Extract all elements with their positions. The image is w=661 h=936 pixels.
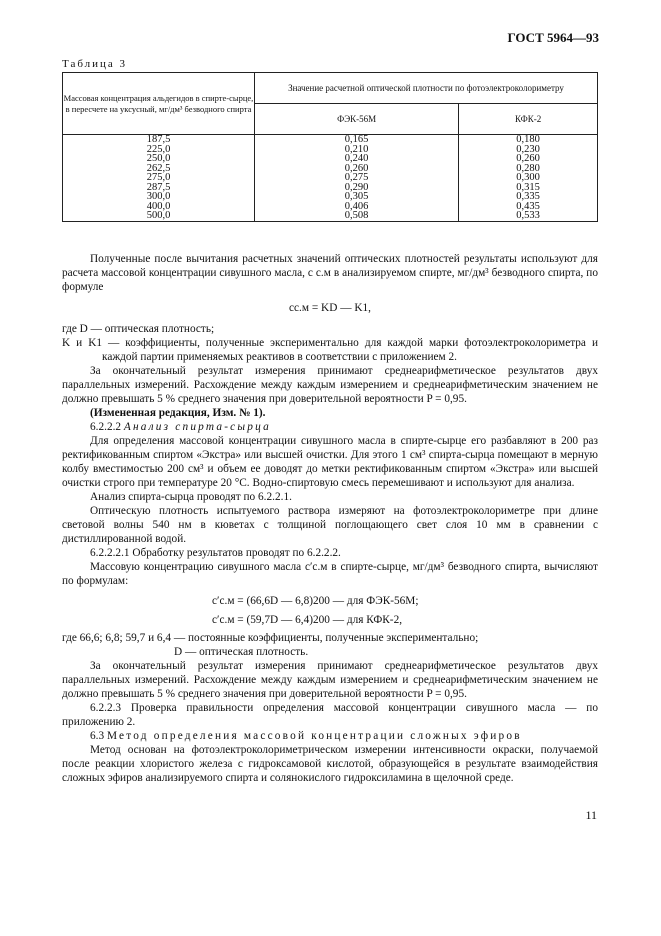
table-cell: 0,275 — [344, 172, 369, 183]
table-cell: 0,335 — [516, 191, 540, 202]
table-cell: 287,5 — [146, 181, 171, 193]
table-cell: 0,300 — [516, 172, 540, 183]
table-cell: 0,210 — [344, 143, 369, 155]
paragraph: Анализ спирта-сырца проводят по 6.2.2.1. — [90, 491, 292, 503]
group-header: Значение расчетной оптической плотности по фотоэлектроколориметру — [255, 73, 598, 104]
table-cell: 500,0 — [146, 210, 171, 221]
table-cell: 0,406 — [344, 200, 369, 212]
subheader-fek: ФЭК-56М — [255, 104, 459, 135]
table-cell: 0,533 — [516, 210, 540, 221]
table-cell: 0,180 — [516, 134, 540, 145]
definition: D — оптическая плотность. — [174, 646, 309, 658]
formula: c′с.м = (66,6D — 6,8)200 — для ФЭК-56М; — [212, 595, 419, 607]
paragraph: Массовую концентрацию сивушного масла c′с.м в спирте-сырце, мг/дм³ безводного спирта, вычисляют по формулам: — [62, 561, 598, 587]
section-heading — [62, 729, 598, 743]
table-cell: 275,0 — [146, 172, 171, 183]
table-caption: Таблица 3 — [62, 58, 128, 70]
data-table — [62, 72, 598, 222]
formula: cс.м = KD — K1, — [289, 302, 371, 314]
section-heading — [62, 420, 598, 434]
subheader-kfk: КФК-2 — [459, 104, 598, 135]
col1-header: Массовая концентрация альдегидов в спирте-сырце, в пересчете на уксусный, мг/дм³ безводного спирта — [63, 73, 255, 135]
paragraph: За окончательный результат измерения принимают среднеарифметическое результатов двух параллельных измерений. Расхождение между каждым измерением и среднеарифметическим значением не должно превышать 5 % среднего значения при доверительной вероятности P = 0,95. — [62, 660, 598, 700]
paragraph: Для определения массовой концентрации сивушного масла в спирте-сырце его разбавляют в 200 раз ректификованным спиртом «Экстра» или высшей очистки. Для этого 1 см³ спирта-сырца помещают в мерную колбу вместимостью 200 см³ и объем ее доводят до метки ректификованным спиртом «Экстра» или высшей очистки строго при температуре 20 °С. Водно-спиртовую смесь перемешивают и используют для анализа. — [62, 435, 598, 489]
paragraph: 6.2.2.3 Проверка правильности определения массовой концентрации сивушного масла — по приложению 2. — [62, 702, 598, 728]
section-number: 6.3 — [90, 730, 105, 742]
table-cell: 225,0 — [146, 143, 171, 155]
table-cell: 300,0 — [146, 191, 171, 202]
table-cell: 0,435 — [516, 200, 540, 212]
paragraph: Оптическую плотность испытуемого раствора измеряют на фотоэлектроколориметре при длине световой волны 540 нм в кюветах с толщиной поглощающего свет слоя 10 мм в сравнении с дистиллированной водой. — [62, 505, 598, 545]
table-body-row — [63, 135, 598, 222]
paragraph: Полученные после вычитания расчетных значений оптических плотностей результаты используют для расчета массовой концентрации сивушного масла, c с.м в анализируемом спирте, мг/дм³ безводного спирта, по формуле — [62, 253, 598, 293]
paragraph: Метод основан на фотоэлектроколориметрическом измерении интенсивности окраски, получаемой после реакции хлористого железа с гидроксамовой кислотой, образующейся в результате взаимодействия сложных эфиров анализируемого спирта и солянокислого гидроксиламина в щелочной среде. — [62, 744, 598, 784]
table-cell: 0,260 — [516, 153, 540, 164]
table-cell: 0,305 — [344, 191, 369, 202]
body-text — [62, 252, 598, 785]
col-concentration — [63, 135, 255, 222]
table-cell: 0,165 — [344, 134, 369, 145]
table-cell: 187,5 — [146, 134, 171, 145]
table-cell: 0,290 — [344, 181, 369, 193]
table-cell: 250,0 — [146, 153, 171, 164]
table-cell: 0,240 — [344, 153, 369, 164]
section-number: 6.2.2.2 — [90, 421, 122, 433]
paragraph: 6.2.2.2.1 Обработку результатов проводят по 6.2.2.2. — [90, 547, 341, 559]
table-cell: 400,0 — [146, 200, 171, 212]
formula: c′с.м = (59,7D — 6,4)200 — для КФК-2, — [212, 614, 403, 626]
page-number: 11 — [585, 808, 597, 822]
table-cell: 0,508 — [344, 210, 369, 221]
table-cell: 0,280 — [516, 162, 540, 174]
table-cell: 0,230 — [516, 143, 540, 155]
col-fek — [255, 135, 459, 222]
definition: где 66,6; 6,8; 59,7 и 6,4 — постоянные коэффициенты, полученные экспериментально; — [62, 632, 479, 644]
table-cell: 0,315 — [516, 181, 540, 193]
table-cell: 262,5 — [146, 162, 171, 174]
section-title: Анализ спирта-сырца — [123, 421, 271, 433]
definition: K и K1 — коэффициенты, полученные экспериментально для каждой марки фотоэлектроколориметра и каждой партии применяемых реактивов в соответствии с приложением 2. — [62, 337, 598, 363]
standard-code: ГОСТ 5964—93 — [507, 30, 599, 45]
revision-note: (Измененная редакция, Изм. № 1). — [90, 407, 266, 419]
table-cell: 0,260 — [344, 162, 369, 174]
paragraph: За окончательный результат измерения принимают среднеарифметическое результатов двух параллельных измерений. Расхождение между каждым измерением и среднеарифметическим значением не должно превышать 5 % среднего значения при доверительной вероятности P = 0,95. — [62, 365, 598, 405]
definition: где D — оптическая плотность; — [62, 323, 215, 335]
col-kfk — [459, 135, 598, 222]
section-title: Метод определения массовой концентрации сложных эфиров — [106, 730, 522, 742]
